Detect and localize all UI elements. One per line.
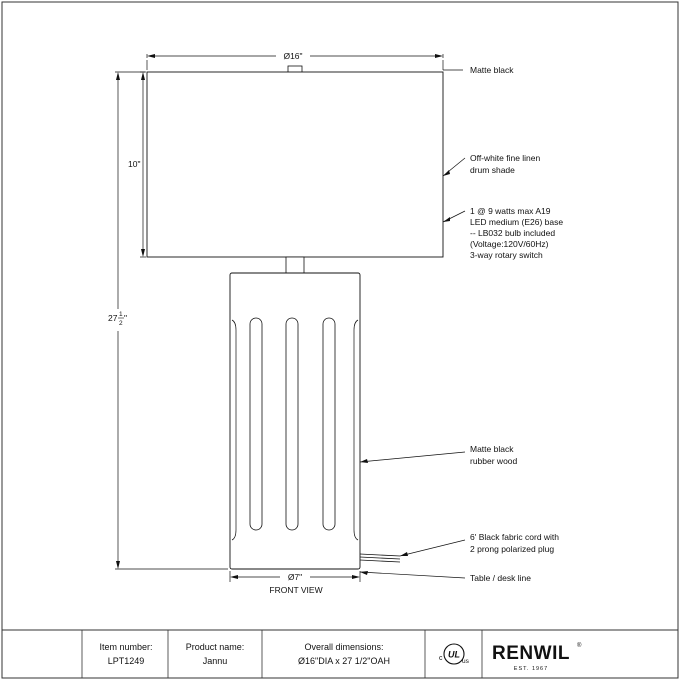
slot xyxy=(250,318,262,530)
overall-dimensions-value: Ø16"DIA x 27 1/2"OAH xyxy=(298,656,390,666)
cul-us-certification-icon xyxy=(439,644,470,665)
callout-bulb-spec: 1 @ 9 watts max A19 LED medium (E26) base -- LB032 bulb included (Voltage:120V/60Hz) 3-way rotary switch xyxy=(470,206,564,260)
drum-shade xyxy=(147,72,443,257)
brand-registered-mark: ® xyxy=(577,643,582,649)
title-block xyxy=(2,630,678,678)
view-label: FRONT VIEW xyxy=(269,585,323,595)
callout-table-line: Table / desk line xyxy=(470,573,531,583)
product-name-label: Product name: xyxy=(185,642,245,652)
shade-height-label: 10" xyxy=(128,159,141,169)
callout-shade-material: Off-white fine linen drum shade xyxy=(470,153,541,175)
overall-height-unit: " xyxy=(124,313,128,323)
brand-tagline: EST. 1967 xyxy=(513,666,549,672)
callout-body-material: Matte black rubber wood xyxy=(470,444,518,466)
slot xyxy=(286,318,298,530)
callout-shade-finish: Matte black xyxy=(470,65,514,75)
overall-dimensions-label: Overall dimensions: xyxy=(304,642,384,652)
cert-ul: UL xyxy=(448,649,460,660)
cert-c: c xyxy=(439,655,443,662)
callout-cord: 6' Black fabric cord with 2 prong polarized plug xyxy=(470,532,560,554)
item-number-value: LPT1249 xyxy=(107,656,145,666)
overall-height-numerator: 1 xyxy=(119,311,123,318)
overall-height-whole: 27 xyxy=(108,313,118,323)
shade-diameter-label: Ø16" xyxy=(283,51,303,61)
brand-logo: RENWIL xyxy=(492,643,570,664)
base-diameter-label: Ø7" xyxy=(287,572,303,582)
product-name-value: Jannu xyxy=(202,656,228,666)
lamp-neck xyxy=(286,257,304,274)
cert-us: us xyxy=(462,658,469,665)
overall-height-denominator: 2 xyxy=(119,320,123,327)
power-cord xyxy=(360,554,400,562)
item-number-label: Item number: xyxy=(99,642,153,652)
slot xyxy=(323,318,335,530)
